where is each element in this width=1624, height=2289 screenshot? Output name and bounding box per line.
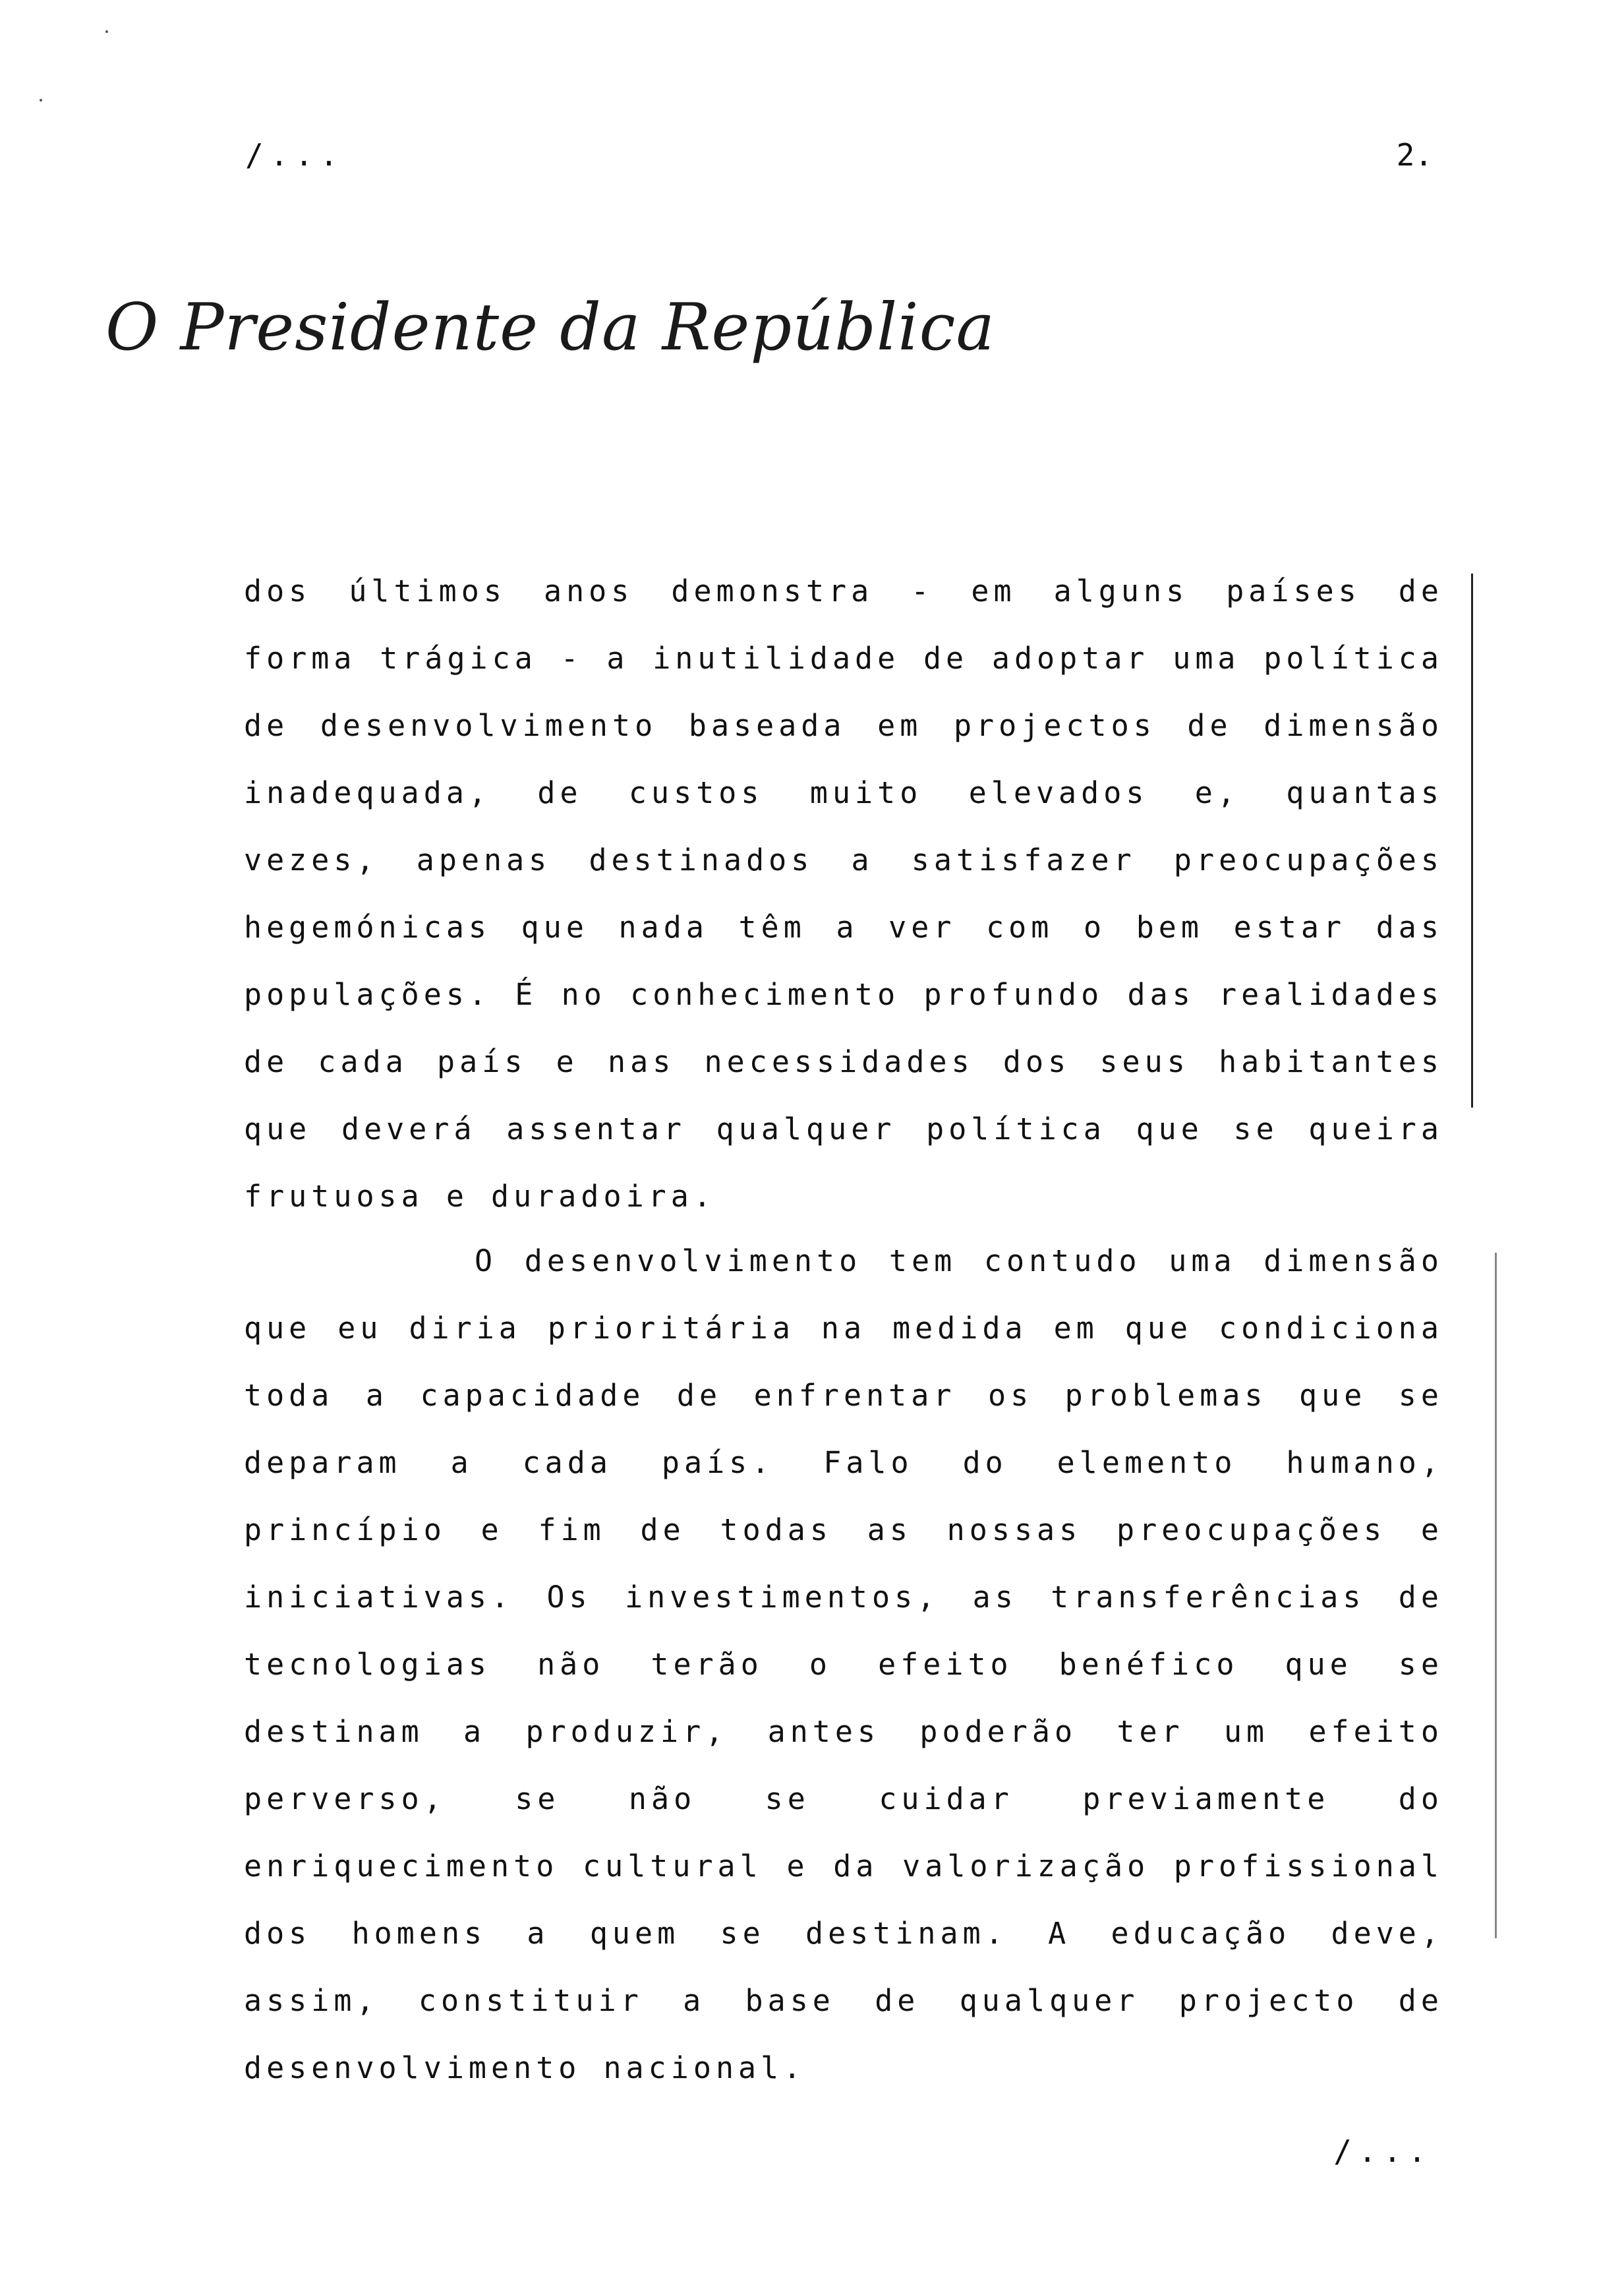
letterhead-title: O Presidente da República — [105, 290, 995, 365]
margin-mark — [1495, 1253, 1497, 1938]
paragraph-2: O desenvolvimento tem contudo uma dimensão que eu diria prioritária na medida em que condiciona toda a capacidade de enfrentar os problemas que se deparam a cada país. Falo do elemento humano, princípio e fim de todas as nossas preocupações e iniciativas. Os investimentos, as transferências de tecnologias não terão o efeito benéfico que se destinam a produzir, antes poderão ter um efeito perverso, se não se cuidar previamente do enriquecimento cultural e da valorização profissional dos homens a quem se destinam. A educação deve, assim, constituir a base de qualquer projecto de desenvolvimento nacional. — [244, 1243, 1443, 2085]
page-number: 2. — [1396, 137, 1433, 173]
continuation-marker-top: /... — [245, 137, 345, 173]
scan-speck — [105, 30, 108, 33]
margin-mark — [1471, 574, 1473, 1108]
scan-speck — [40, 99, 42, 102]
continuation-marker-bottom: /... — [1333, 2133, 1433, 2169]
paragraph-1: dos últimos anos demonstra - em alguns países de forma trágica - a inutilidade de adoptar uma política de desenvolvimento baseada em projectos de dimensão inadequada, de custos muito elevados e, quantas vezes, apenas destinados a satisfazer preocupações hegemónicas que nada têm a ver com o bem estar das populações. É no conhecimento profundo das realidades de cada país e nas necessidades dos seus habitantes que deverá assentar qualquer política que se queira frutuosa e duradoira. — [244, 574, 1443, 1214]
